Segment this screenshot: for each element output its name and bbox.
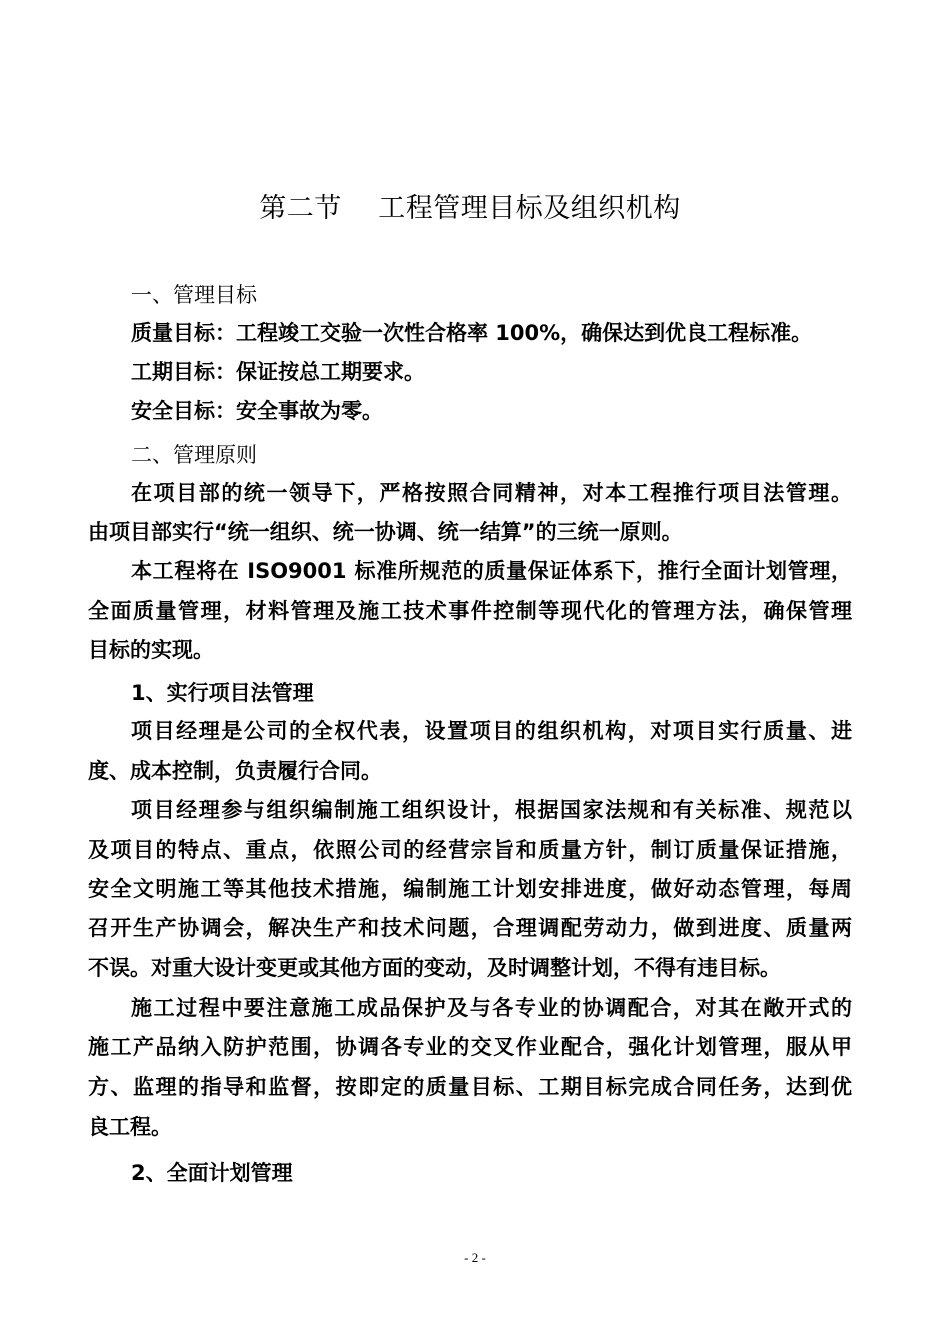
paragraph-line: 及项目的特点、重点，依照公司的经营宗旨和质量方针，制订质量保证措施， <box>88 838 852 862</box>
paragraph-line: 方、监理的指导和监督，按即定的质量目标、工期目标完成合同任务，达到优 <box>88 1075 852 1099</box>
paragraph-line: 良工程。 <box>88 1115 172 1139</box>
paragraph-line: 目标的实现。 <box>88 638 214 662</box>
paragraph-line: 本工程将在 ISO9001 标准所规范的质量保证体系下，推行全面计划管理， <box>131 559 852 583</box>
safety-goal: 安全目标：安全事故为零。 <box>131 399 383 423</box>
paragraph-line: 施工产品纳入防护范围，协调各专业的交叉作业配合，强化计划管理，服从甲 <box>88 1035 852 1059</box>
paragraph-line: 在项目部的统一领导下，严格按照合同精神，对本工程推行项目法管理。 <box>131 481 852 505</box>
subheading-project-management: 1、实行项目法管理 <box>131 681 314 705</box>
paragraph-line: 项目经理参与组织编制施工组织设计，根据国家法规和有关标准、规范以 <box>131 798 852 822</box>
section-title: 第二节 工程管理目标及组织机构 <box>259 193 681 224</box>
paragraph-line: 安全文明施工等其他技术措施，编制施工计划安排进度，做好动态管理，每周 <box>88 877 852 901</box>
paragraph-line: 由项目部实行“统一组织、统一协调、统一结算”的三统一原则。 <box>88 520 683 544</box>
subheading-overall-plan-management: 2、全面计划管理 <box>131 1161 293 1185</box>
paragraph-line: 召开生产协调会，解决生产和技术问题，合理调配劳动力，做到进度、质量两 <box>88 916 852 940</box>
schedule-goal: 工期目标：保证按总工期要求。 <box>131 360 425 384</box>
heading-management-goals: 一、管理目标 <box>131 283 257 307</box>
paragraph-line: 全面质量管理，材料管理及施工技术事件控制等现代化的管理方法，确保管理 <box>88 599 852 623</box>
paragraph-line: 施工过程中要注意施工成品保护及与各专业的协调配合，对其在敞开式的 <box>131 996 852 1020</box>
paragraph-line: 不误。对重大设计变更或其他方面的变动，及时调整计划，不得有违目标。 <box>88 956 781 980</box>
paragraph-line: 项目经理是公司的全权代表，设置项目的组织机构，对项目实行质量、进 <box>131 719 852 743</box>
quality-goal: 质量目标：工程竣工交验一次性合格率 100%，确保达到优良工程标准。 <box>131 321 813 345</box>
heading-management-principles: 二、管理原则 <box>131 443 257 467</box>
page-number: - 2 - <box>464 1250 486 1265</box>
paragraph-line: 度、成本控制，负责履行合同。 <box>88 759 382 783</box>
